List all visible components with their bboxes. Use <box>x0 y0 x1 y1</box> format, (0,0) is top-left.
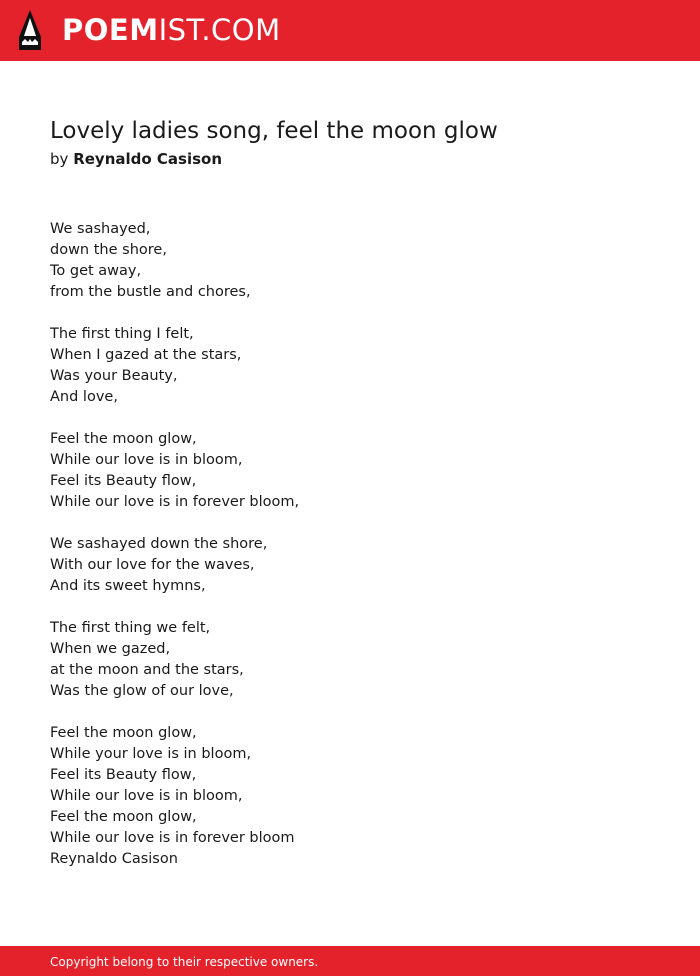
poem-line: Was your Beauty, <box>50 368 178 384</box>
poem-line: While our love is in bloom, <box>50 788 243 804</box>
pen-nib-logo-icon[interactable] <box>17 9 43 51</box>
author-name: Reynaldo Casison <box>73 150 223 168</box>
poem-line: When we gazed, <box>50 641 171 657</box>
site-brand[interactable] <box>62 12 281 48</box>
site-header <box>0 0 700 61</box>
poem-stanza <box>50 324 650 408</box>
poem-line: Reynaldo Casison <box>50 851 178 867</box>
poem-line: With our love for the waves, <box>50 557 255 573</box>
poem-stanza <box>50 534 650 597</box>
poem-line: To get away, <box>50 263 142 279</box>
poem-line: While our love is in forever bloom, <box>50 494 300 510</box>
poem-line: While your love is in bloom, <box>50 746 252 762</box>
poem-line: While our love is in bloom, <box>50 452 243 468</box>
brand-light-part: IST.COM <box>158 13 281 47</box>
poem-line: The first thing I felt, <box>50 326 194 342</box>
poem-stanza <box>50 429 650 513</box>
poem-line: Feel its Beauty flow, <box>50 767 197 783</box>
poem-stanza <box>50 618 650 702</box>
poem-line: from the bustle and chores, <box>50 284 251 300</box>
poem-line: The first thing we felt, <box>50 620 211 636</box>
poem-body <box>50 219 650 891</box>
poem-line: Feel the moon glow, <box>50 431 197 447</box>
poem-line: And love, <box>50 389 118 405</box>
poem-line: We sashayed, <box>50 221 151 237</box>
poem-line: While our love is in forever bloom <box>50 830 295 846</box>
poem-line: And its sweet hymns, <box>50 578 206 594</box>
poem-stanza <box>50 219 650 303</box>
site-footer <box>0 946 700 976</box>
poem-line: Feel the moon glow, <box>50 809 197 825</box>
by-label: by <box>50 150 69 168</box>
byline <box>50 148 222 170</box>
poem-line: down the shore, <box>50 242 167 258</box>
brand-bold-part: POEM <box>62 13 159 47</box>
poem-line: We sashayed down the shore, <box>50 536 268 552</box>
poem-title: Lovely ladies song, feel the moon glow <box>50 118 498 144</box>
poem-stanza <box>50 723 650 870</box>
poem-line: at the moon and the stars, <box>50 662 244 678</box>
poem-line: Was the glow of our love, <box>50 683 234 699</box>
poem-line: Feel its Beauty flow, <box>50 473 197 489</box>
poem-line: Feel the moon glow, <box>50 725 197 741</box>
poem-line: When I gazed at the stars, <box>50 347 242 363</box>
copyright-text: Copyright belong to their respective owners. <box>50 955 319 969</box>
